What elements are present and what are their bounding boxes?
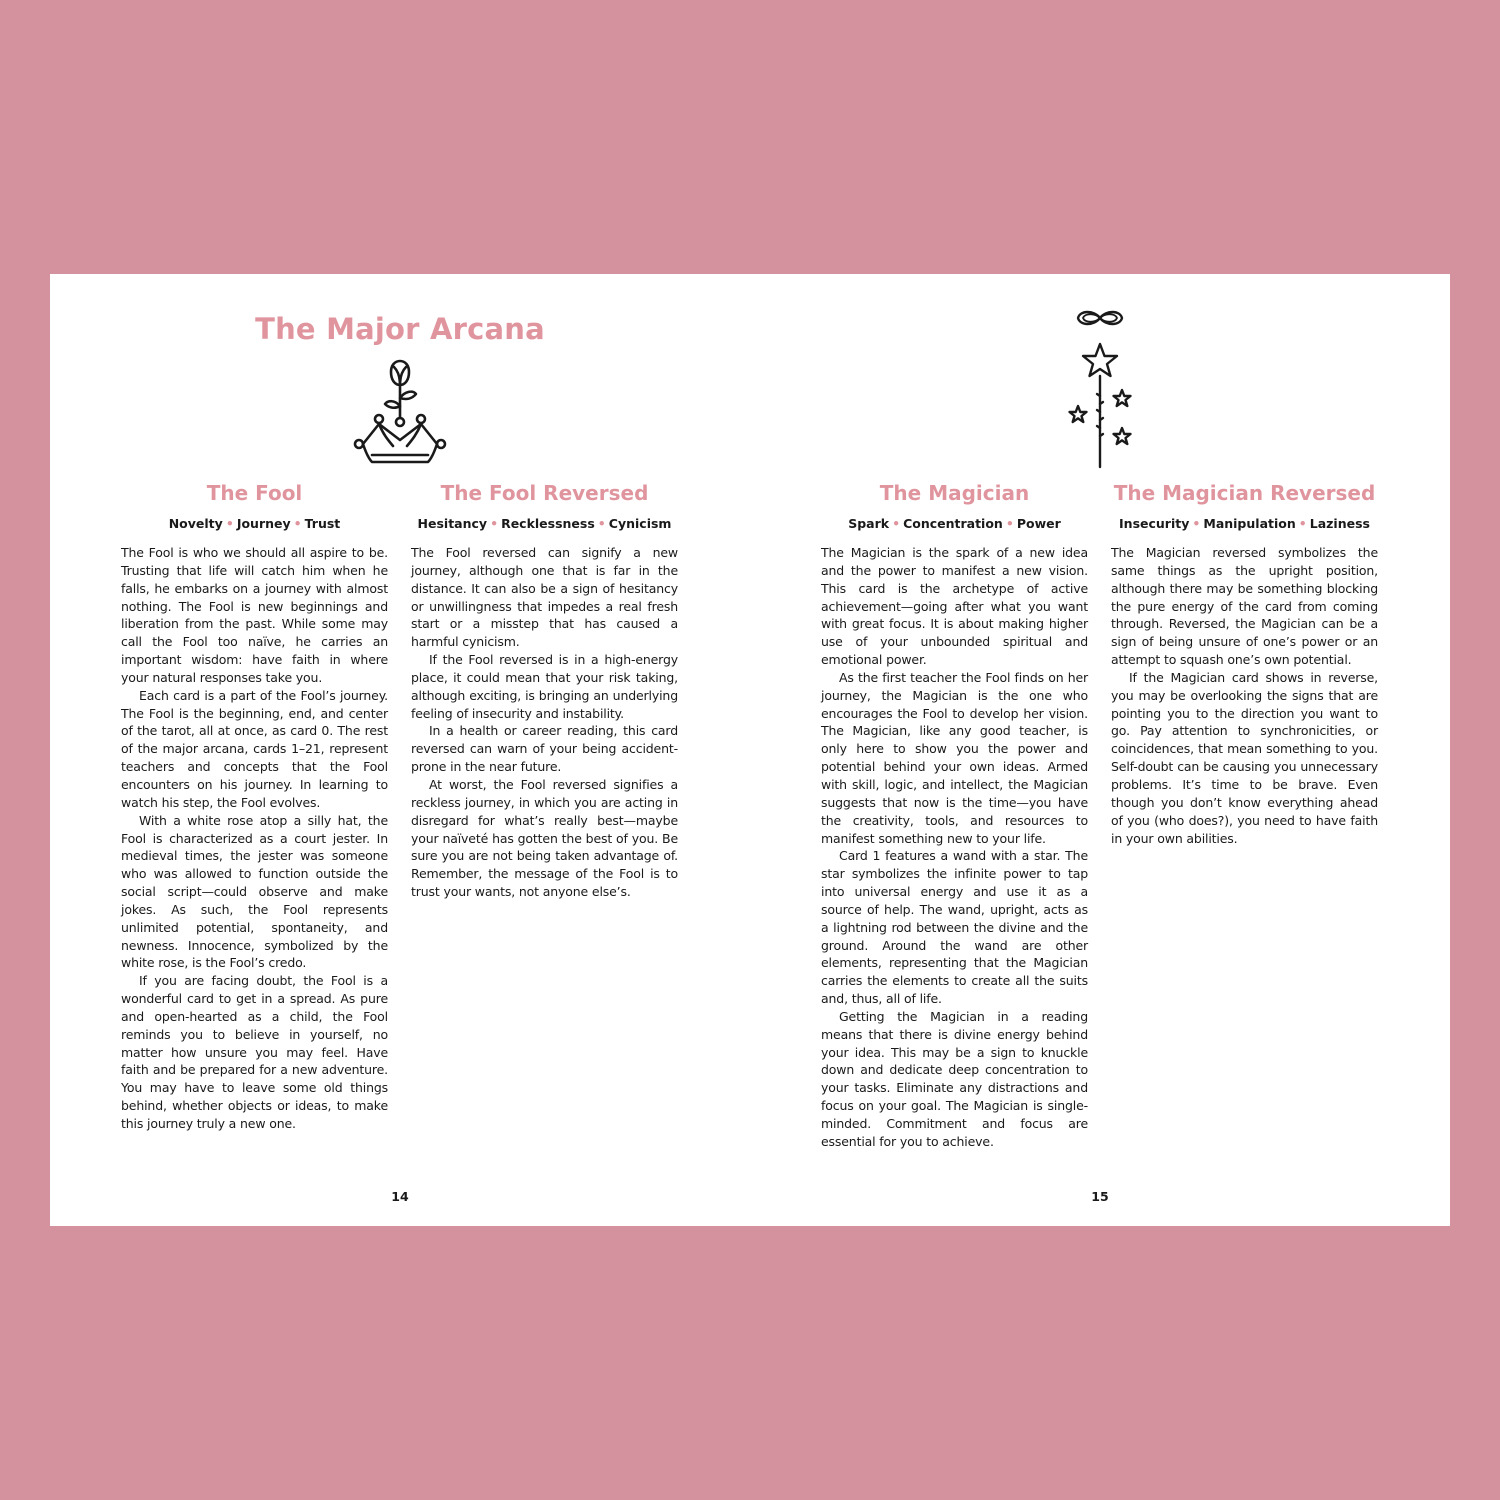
book-spread xyxy=(50,274,1450,1226)
paragraph: At worst, the Fool reversed signifies a reckless journey, in which you are acting in disregard for what’s really best—maybe your naïveté has gotten the best of you. Be sure you are not being taken advantage of. Remember, the message of the Fool is to trust your wants, not anyone else’s. xyxy=(411,776,678,900)
paragraph: In a health or career reading, this card reversed can warn of your being accident-prone in the near future. xyxy=(411,723,678,775)
keywords: Hesitancy • Recklessness • Cynicism xyxy=(417,516,672,531)
paragraph: The Magician is the spark of a new idea and the power to manifest a new vision. This card is the archetype of active achievement—going after what you want with great focus. It is about making higher use of your unbounded spiritual and emotional power. xyxy=(821,545,1088,668)
keyword: Power xyxy=(1016,516,1061,531)
section-the-magician-reversed xyxy=(1111,479,1378,847)
section-heading: The Magician xyxy=(879,481,1030,505)
keyword: Manipulation xyxy=(1203,516,1296,531)
page-title: The Major Arcana xyxy=(255,312,545,346)
section-body xyxy=(121,544,388,1133)
rose-jester-crown-icon xyxy=(350,358,450,470)
paragraph: As the first teacher the Fool finds on her journey, the Magician is the one who encourages the Fool to develop her vision. The Magician, like any good teacher, is only here to show you the power and potential behind your own ideas. Armed with skill, logic, and intellect, the Magician suggests that now is the time—you have the creativity, tools, and resources to manifest something new to your life. xyxy=(821,669,1088,846)
section-body xyxy=(411,544,678,901)
keywords: Novelty • Journey • Trust xyxy=(168,516,341,531)
section-heading: The Fool Reversed xyxy=(440,481,649,505)
paragraph: Getting the Magician in a reading means that there is divine energy behind your idea. This may be a sign to knuckle down and dedicate deep concentration to your tasks. Eliminate any distractions and focus on your goal. The Magician is single-minded. Commitment and focus are essential for you to achieve. xyxy=(821,1008,1088,1149)
keyword: Spark xyxy=(848,516,890,531)
paragraph: With a white rose atop a silly hat, the Fool is characterized as a court jester. In medieval times, the jester was someone who was allowed to function outside the social script—could observe and make jokes. As such, the Fool represents unlimited potential, spontaneity, and newness. Innocence, symbolized by the white rose, is the Fool’s credo. xyxy=(121,812,388,971)
page-number: 15 xyxy=(1091,1189,1109,1204)
section-heading: The Magician Reversed xyxy=(1113,481,1376,505)
keyword: Hesitancy xyxy=(417,516,488,531)
section-body xyxy=(821,544,1088,1151)
keyword: Trust xyxy=(304,516,341,531)
infinity-star-wand-icon xyxy=(1064,306,1136,470)
paragraph: If you are facing doubt, the Fool is a wonderful card to get in a spread. As pure and open-hearted as a child, the Fool reminds you to believe in yourself, no matter how unsure you may feel. Have faith and be prepared for a new adventure. You may have to leave some old things behind, whether objects or ideas, to make this journey truly a new one. xyxy=(121,973,388,1131)
keyword: Cynicism xyxy=(608,516,672,531)
paragraph: If the Magician card shows in reverse, you may be overlooking the signs that are pointing you to the direction you want to go. Pay attention to synchronicities, or coincidences, that mean something to you. Self-doubt can be causing you unnecessary problems. It’s time to be brave. Even though you don’t know everything ahead of you (who does?), you need to have faith in your own abilities. xyxy=(1111,669,1378,846)
section-the-magician xyxy=(821,479,1088,1151)
section-heading: The Fool xyxy=(206,481,303,505)
keywords: Spark • Concentration • Power xyxy=(848,516,1061,531)
paragraph: The Fool reversed can signify a new journey, although one that is far in the distance. It can also be a sign of hesitancy or unwillingness that impedes a real fresh start or a misstep that has caused a harmful cynicism. xyxy=(411,545,678,650)
paragraph: The Magician reversed symbolizes the same things as the upright position, although there may be something blocking the pure energy of the card from coming through. Reversed, the Magician can be a sign of being unsure of one’s power or an attempt to squash one’s own potential. xyxy=(1111,545,1378,668)
paragraph: Card 1 features a wand with a star. The star symbolizes the infinite power to tap into universal energy and use it as a source of help. The wand, upright, acts as a lightning rod between the divine and the ground. Around the wand are other elements, representing that the Magician carries the elements to create all the suits and, thus, all of life. xyxy=(821,848,1088,1007)
keywords: Insecurity • Manipulation • Laziness xyxy=(1119,516,1370,531)
page-number: 14 xyxy=(391,1189,409,1204)
section-the-fool-reversed xyxy=(411,479,678,901)
section-the-fool xyxy=(121,479,388,1133)
paragraph: The Fool is who we should all aspire to be. Trusting that life will catch him when he falls, he embarks on a journey with almost nothing. The Fool is new beginnings and liberation from the past. While some may call the Fool too naïve, he carries an important wisdom: have faith in where your natural responses take you. xyxy=(121,545,388,685)
keyword: Concentration xyxy=(903,516,1003,531)
keyword: Novelty xyxy=(168,516,223,531)
paragraph: If the Fool reversed is in a high-energy place, it could mean that your risk taking, although exciting, is bringing an underlying feeling of insecurity and instability. xyxy=(411,652,678,721)
keyword: Recklessness xyxy=(501,516,595,531)
keyword: Insecurity xyxy=(1119,516,1190,531)
paragraph: Each card is a part of the Fool’s journey. The Fool is the beginning, end, and center of the tarot, all at once, as card 0. The rest of the major arcana, cards 1–21, represent teachers and concepts that the Fool encounters on his journey. In learning to watch his step, the Fool evolves. xyxy=(121,687,388,810)
keyword: Laziness xyxy=(1309,516,1370,531)
keyword: Journey xyxy=(236,516,291,531)
section-body xyxy=(1111,544,1378,847)
